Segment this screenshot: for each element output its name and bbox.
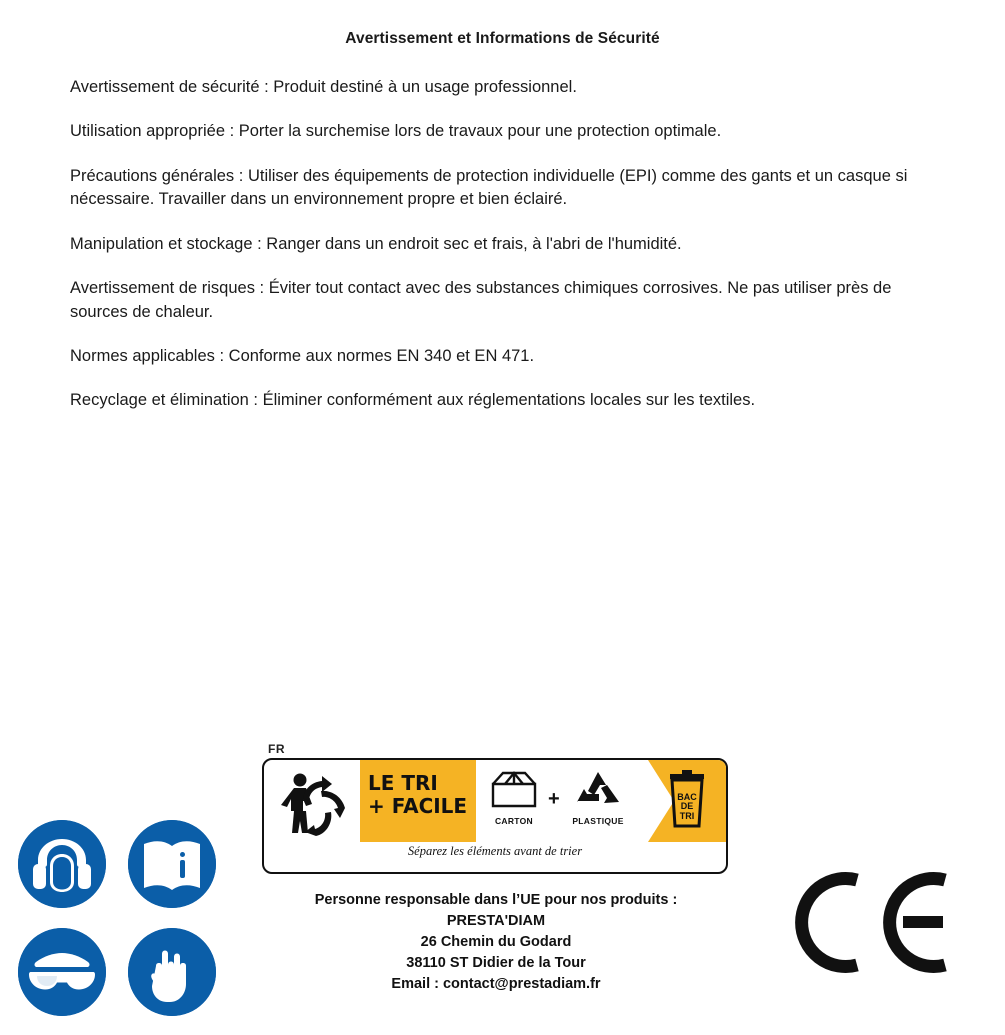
- triman-recycling-label: [262, 742, 727, 872]
- paragraph-proper-use: Utilisation appropriée : Porter la surchemise lors de travaux pour une protection optimale.: [70, 122, 722, 141]
- hand-protection-icon: [128, 928, 216, 1016]
- triman-figure-icon: [272, 766, 356, 838]
- paragraph-recycling: Recyclage et élimination : Éliminer conformément aux réglementations locales sur les textiles.: [70, 391, 756, 410]
- paragraph-standards: Normes applicables : Conforme aux normes EN 340 et EN 471.: [70, 346, 535, 365]
- read-instructions-icon: [128, 820, 216, 908]
- bac-line-2: DE: [680, 801, 694, 812]
- ppe-pictogram-group: [18, 820, 222, 1020]
- paragraph-handling-storage: Manipulation et stockage : Ranger dans un endroit sec et frais, à l'abri de l'humidité.: [70, 234, 682, 253]
- warning-text-body: [70, 76, 947, 413]
- ce-mark-icon: [795, 870, 955, 975]
- triman-footer-text: Séparez les éléments avant de trier: [407, 844, 583, 858]
- responsible-heading-prefix: Personne responsable dans l’: [314, 892, 521, 908]
- responsible-heading-ue: UE: [520, 892, 541, 908]
- bac-line-3: TRI: [679, 810, 695, 821]
- page-title: Avertissement et Informations de Sécurité: [345, 30, 660, 47]
- plastique-icon-group: [562, 768, 634, 826]
- responsible-city: 38110 ST Didier de la Tour: [406, 955, 586, 972]
- footer-zone: [0, 720, 1005, 1035]
- triman-card: [262, 758, 728, 874]
- responsible-person-block: [236, 890, 756, 995]
- bac-de-tri-label: [660, 793, 714, 821]
- responsible-email: Email : contact@prestadiam.fr: [391, 976, 601, 993]
- bac-line-1: BAC: [677, 792, 697, 802]
- plus-sign: +: [548, 788, 560, 810]
- triman-slogan-line2: + FACILE: [368, 794, 468, 818]
- triman-slogan-line1: LE TRI: [368, 771, 438, 795]
- triman-slogan: [368, 772, 472, 818]
- plastique-label: PLASTIQUE: [572, 816, 624, 826]
- bac-de-tri-icon-group: [660, 770, 714, 821]
- responsible-heading: [236, 890, 756, 911]
- responsible-company: PRESTA'DIAM: [446, 913, 546, 930]
- paragraph-safety-warning: Avertissement de sécurité : Produit destiné à un usage professionnel.: [70, 78, 577, 96]
- paragraph-risk-warning: Avertissement de risques : Éviter tout contact avec des substances chimiques corrosives. Ne pas utiliser près de sources de chaleur.: [70, 279, 892, 321]
- eye-protection-icon: [18, 928, 106, 1016]
- ear-protection-icon: [18, 820, 106, 908]
- triman-language-tag: FR: [268, 742, 285, 756]
- recycle-triangle-icon: [571, 768, 625, 810]
- responsible-heading-suffix: pour nos produits :: [540, 892, 678, 908]
- carton-icon-group: [478, 768, 550, 826]
- responsible-street: 26 Chemin du Godard: [420, 934, 572, 951]
- carton-label: CARTON: [494, 816, 533, 826]
- paragraph-general-precautions: Précautions générales : Utiliser des équipements de protection individuelle (EPI) comme des gants et un casque si nécessaire. Travailler dans un environnement propre et bien éclairé.: [70, 166, 908, 209]
- carton-box-icon: [487, 768, 541, 810]
